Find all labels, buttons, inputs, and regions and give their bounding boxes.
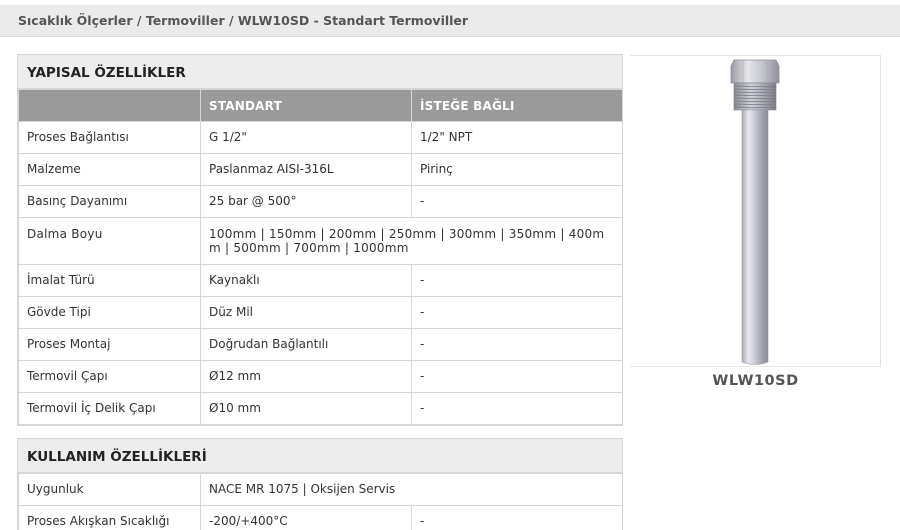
row-standard: G 1/2"	[201, 122, 412, 154]
usage-specs-section	[17, 438, 623, 530]
row-standard: -200/+400°C	[201, 506, 412, 530]
table-row	[19, 122, 623, 154]
table-row	[19, 474, 623, 506]
table-row	[19, 329, 623, 361]
structural-specs-table	[18, 89, 623, 425]
row-optional: -	[412, 186, 623, 218]
usage-specs-title: KULLANIM ÖZELLİKLERİ	[18, 439, 622, 473]
table-row	[19, 297, 623, 329]
table-row	[19, 186, 623, 218]
breadcrumb: Sıcaklık Ölçerler / Termoviller / WLW10SD - Standart Termoviller	[0, 5, 900, 37]
row-standard: Ø10 mm	[201, 393, 412, 425]
table-row	[19, 265, 623, 297]
row-optional: -	[412, 329, 623, 361]
row-standard: Düz Mil	[201, 297, 412, 329]
row-optional: Pirinç	[412, 154, 623, 186]
table-header-row	[19, 90, 623, 122]
row-label: Gövde Tipi	[19, 297, 201, 329]
row-label: Proses Bağlantısı	[19, 122, 201, 154]
usage-specs-table	[18, 473, 623, 530]
row-standard: Doğrudan Bağlantılı	[201, 329, 412, 361]
table-row	[19, 506, 623, 530]
row-standard: Kaynaklı	[201, 265, 412, 297]
row-optional: -	[412, 265, 623, 297]
row-optional: 1/2" NPT	[412, 122, 623, 154]
row-standard: Paslanmaz AISI-316L	[201, 154, 412, 186]
row-label: Termovil İç Delik Çapı	[19, 393, 201, 425]
structural-specs-section	[17, 54, 623, 426]
product-name: WLW10SD	[712, 373, 799, 389]
row-standard: 100mm | 150mm | 200mm | 250mm | 300mm | 350mm | 400mm | 500mm | 700mm | 1000mm	[201, 218, 623, 265]
table-row	[19, 361, 623, 393]
row-standard: 25 bar @ 500°	[201, 186, 412, 218]
header-optional: İSTEĞE BAĞLI	[412, 90, 623, 122]
table-row	[19, 218, 623, 265]
row-optional: -	[412, 393, 623, 425]
row-label: Basınç Dayanımı	[19, 186, 201, 218]
table-row	[19, 393, 623, 425]
panel-divider	[630, 366, 881, 367]
thermowell-image[interactable]	[630, 56, 881, 368]
row-optional: -	[412, 506, 623, 530]
row-optional: -	[412, 361, 623, 393]
row-label: Proses Akışkan Sıcaklığı	[19, 506, 201, 530]
row-label: Uygunluk	[19, 474, 201, 506]
row-optional: -	[412, 297, 623, 329]
row-label: Proses Montaj	[19, 329, 201, 361]
header-standard: STANDART	[201, 90, 412, 122]
row-standard: Ø12 mm	[201, 361, 412, 393]
structural-specs-title: YAPISAL ÖZELLİKLER	[18, 55, 622, 89]
header-property	[19, 90, 201, 122]
table-row	[19, 154, 623, 186]
product-image-panel	[630, 55, 881, 367]
row-label: İmalat Türü	[19, 265, 201, 297]
row-label: Termovil Çapı	[19, 361, 201, 393]
row-label: Malzeme	[19, 154, 201, 186]
row-label: Dalma Boyu	[19, 218, 201, 265]
row-standard: NACE MR 1075 | Oksijen Servis	[201, 474, 623, 506]
